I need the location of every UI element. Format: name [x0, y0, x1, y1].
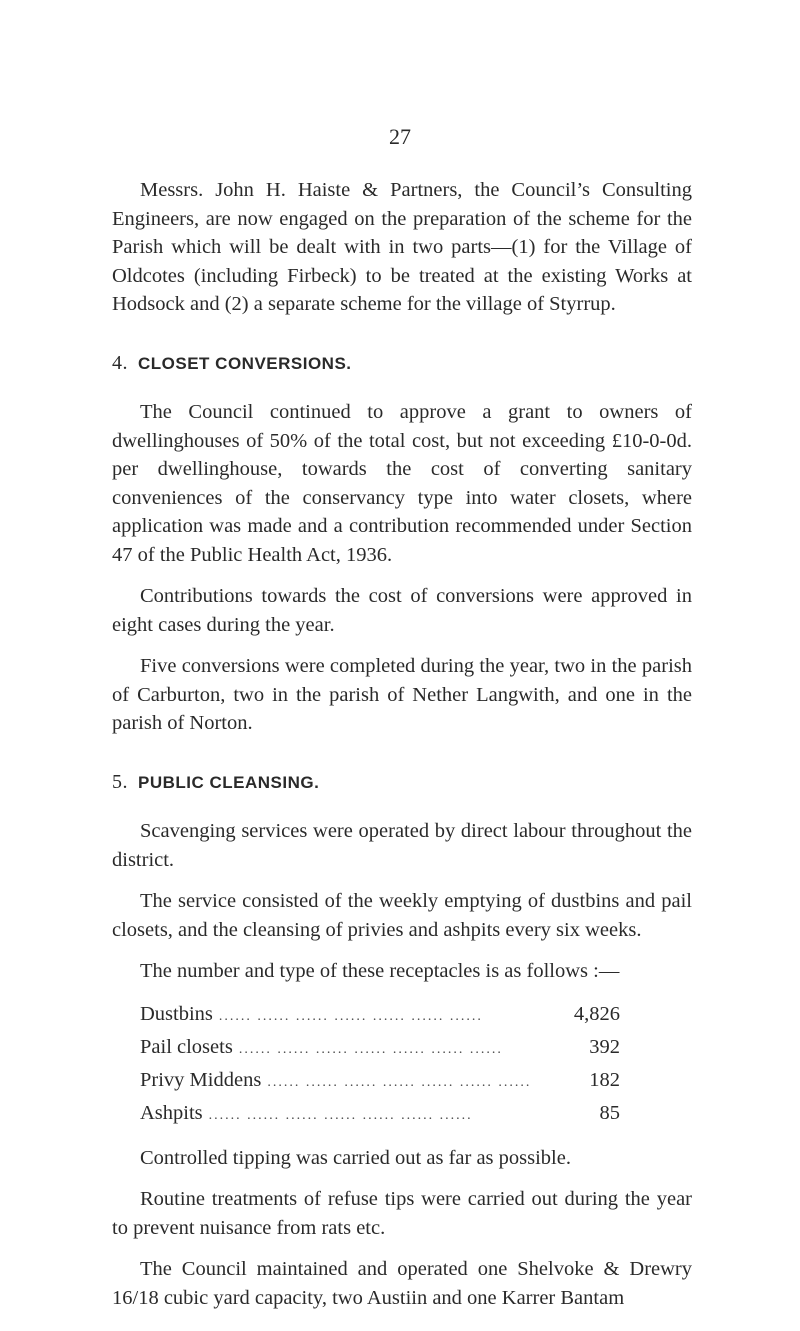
- row-label: Ashpits: [140, 1101, 203, 1124]
- row-label: Dustbins: [140, 1002, 213, 1025]
- paragraph: The Council maintained and operated one Shelvoke & Drewry 16/18 cubic yard capacity, two Austiin and one Karrer Bantam: [112, 1258, 692, 1309]
- row-label: Pail closets: [140, 1035, 233, 1058]
- leader-dots: ...... ...... ...... ...... ...... ...... ......: [218, 1008, 483, 1024]
- paragraph: Controlled tipping was carried out as far as possible.: [140, 1146, 571, 1169]
- paragraph: The Council continued to approve a grant to owners of dwellinghouses of 50% of the total cost, but not exceeding £10-0-0d. per dwellinghouse, towards the cost of converting sanitary conveniences of the conservancy type into water closets, where application was made and a contribution recommended under Section 47 of the Public Health Act, 1936.: [112, 401, 692, 566]
- section-heading-public-cleansing: [112, 768, 692, 798]
- paragraph: Scavenging services were operated by direct labour throughout the district.: [112, 820, 692, 871]
- paragraph: Five conversions were completed during the year, two in the parish of Carburton, two in the parish of Nether Langwith, and one in the parish of Norton.: [112, 655, 692, 734]
- paragraph: The number and type of these receptacles is as follows :—: [140, 960, 620, 982]
- leader-dots: ...... ...... ...... ...... ...... ...... ......: [267, 1074, 532, 1090]
- leader-dots: ...... ...... ...... ...... ...... ...... ......: [238, 1041, 503, 1057]
- leader-dots: ...... ...... ...... ...... ...... ...... ......: [208, 1107, 473, 1123]
- paragraph: Routine treatments of refuse tips were carried out during the year to prevent nuisance from rats etc.: [112, 1188, 692, 1239]
- row-value: 85: [599, 1101, 620, 1124]
- paragraph: Contributions towards the cost of conversions were approved in eight cases during the year.: [112, 585, 692, 636]
- page-number: 27: [389, 124, 411, 149]
- paragraph: The service consisted of the weekly emptying of dustbins and pail closets, and the cleansing of privies and ashpits every six weeks.: [112, 890, 692, 941]
- section-title: PUBLIC CLEANSING.: [138, 772, 320, 792]
- section-title: CLOSET CONVERSIONS.: [138, 353, 352, 373]
- table-row: [140, 1032, 620, 1065]
- row-label: Privy Middens: [140, 1068, 262, 1091]
- section-heading-closet-conversions: [112, 349, 692, 379]
- row-value: 4,826: [573, 1002, 620, 1025]
- table-row: [140, 1098, 620, 1131]
- paragraph: Messrs. John H. Haiste & Partners, the Council’s Consulting Engineers, are now engaged on the preparation of the scheme for the Parish which will be dealt with in two parts—(1) for the Village of Oldcotes (including Firbeck) to be treated at the existing Works at Hodsock and (2) a separate scheme for the village of Styrrup.: [112, 179, 692, 315]
- body-text: [112, 176, 692, 1325]
- table-row: [140, 999, 620, 1032]
- row-value: 392: [589, 1035, 620, 1058]
- receptacles-table: [140, 999, 620, 1131]
- section-number: 5.: [112, 770, 128, 793]
- row-value: 182: [589, 1068, 620, 1091]
- table-row: [140, 1065, 620, 1098]
- section-number: 4.: [112, 351, 128, 374]
